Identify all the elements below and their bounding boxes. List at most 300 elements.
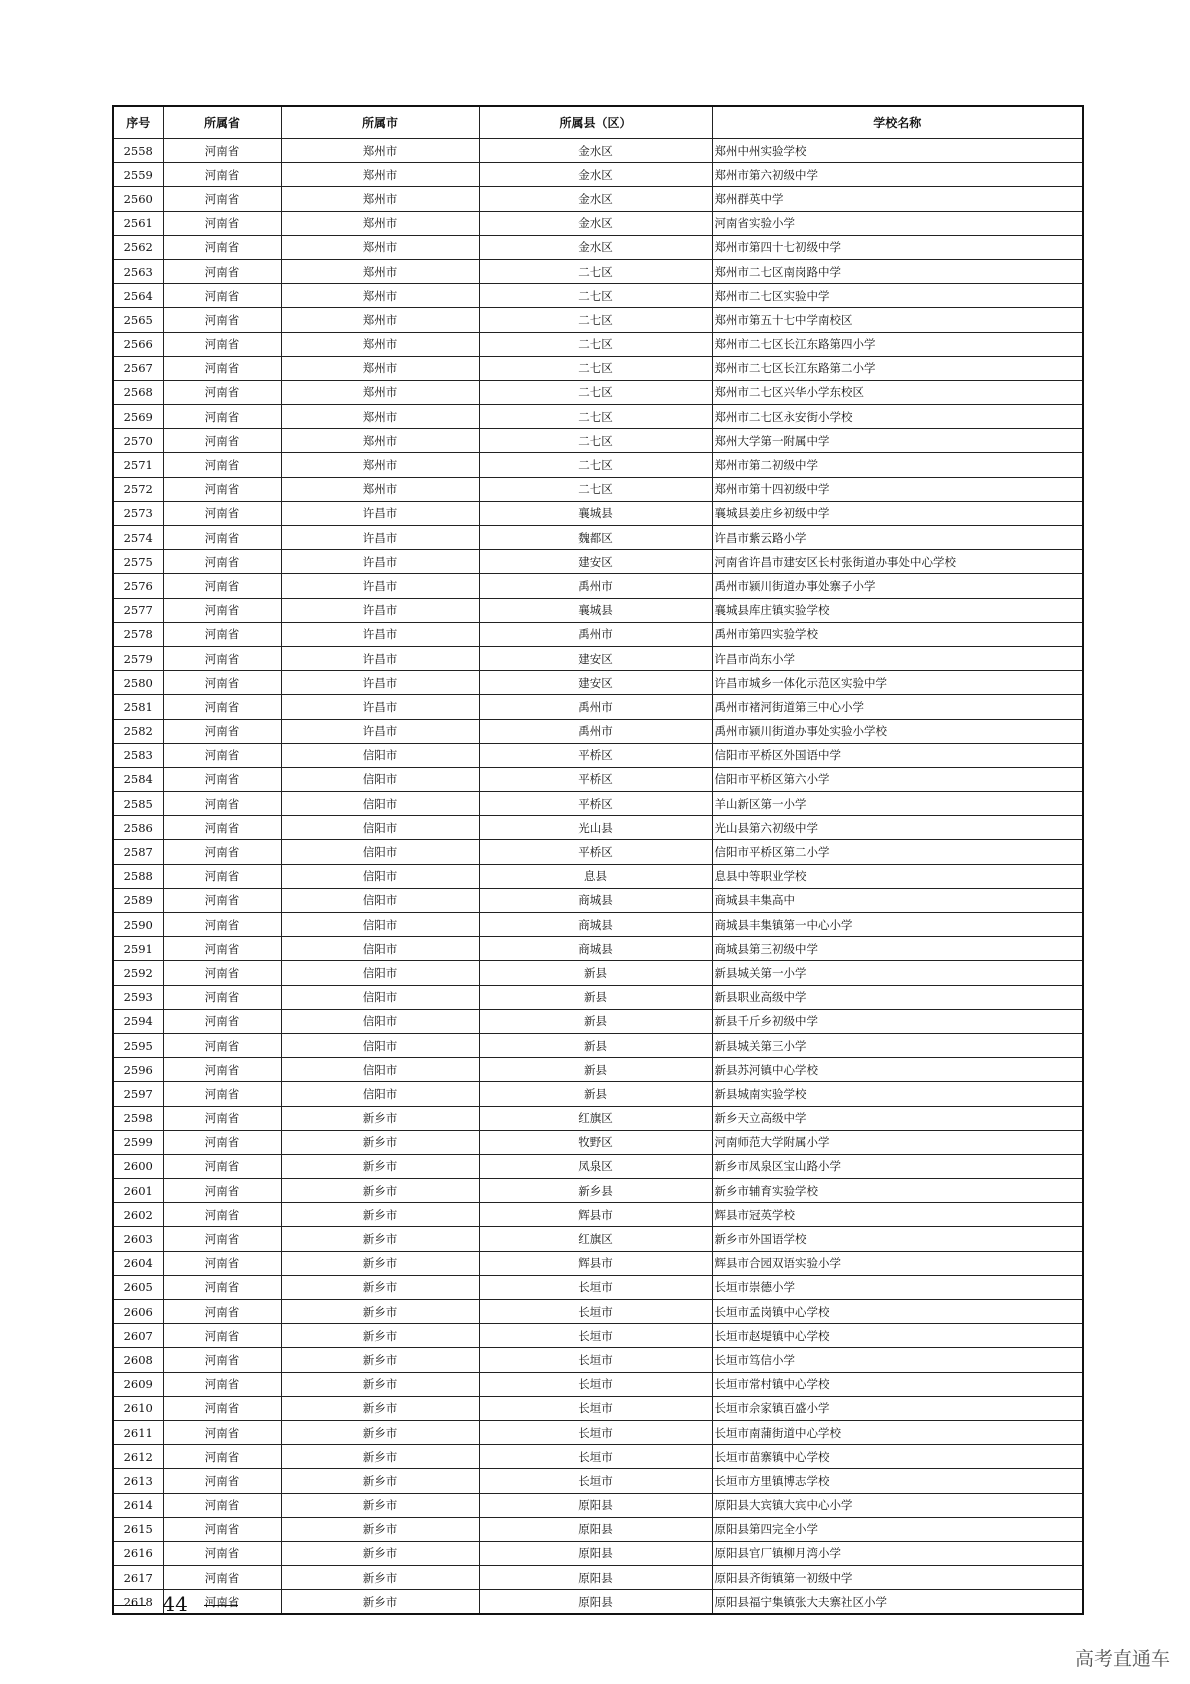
cell-index: 2572 <box>113 477 163 501</box>
cell-city: 信阳市 <box>281 792 479 816</box>
cell-city: 新乡市 <box>281 1324 479 1348</box>
cell-school-name: 郑州市二七区长江东路第四小学 <box>712 332 1083 356</box>
cell-province: 河南省 <box>163 1154 281 1178</box>
cell-province: 河南省 <box>163 550 281 574</box>
cell-city: 郑州市 <box>281 163 479 187</box>
table-row <box>113 1566 1083 1590</box>
table-row <box>113 429 1083 453</box>
cell-county: 禹州市 <box>479 622 712 646</box>
header-city: 所属市 <box>281 106 479 139</box>
cell-city: 新乡市 <box>281 1203 479 1227</box>
cell-province: 河南省 <box>163 332 281 356</box>
cell-county: 原阳县 <box>479 1566 712 1590</box>
cell-county: 原阳县 <box>479 1517 712 1541</box>
cell-county: 商城县 <box>479 888 712 912</box>
cell-province: 河南省 <box>163 961 281 985</box>
cell-county: 平桥区 <box>479 840 712 864</box>
table-row <box>113 356 1083 380</box>
cell-city: 新乡市 <box>281 1493 479 1517</box>
cell-county: 二七区 <box>479 308 712 332</box>
cell-school-name: 郑州市第十四初级中学 <box>712 477 1083 501</box>
cell-city: 新乡市 <box>281 1396 479 1420</box>
cell-city: 许昌市 <box>281 695 479 719</box>
cell-school-name: 禹州市颍川街道办事处实验小学校 <box>712 719 1083 743</box>
cell-province: 河南省 <box>163 913 281 937</box>
cell-school-name: 长垣市苗寨镇中心学校 <box>712 1445 1083 1469</box>
table-body <box>113 139 1083 1615</box>
table-row <box>113 1372 1083 1396</box>
cell-province: 河南省 <box>163 719 281 743</box>
cell-city: 信阳市 <box>281 961 479 985</box>
table-row <box>113 961 1083 985</box>
cell-province: 河南省 <box>163 1033 281 1057</box>
cell-county: 二七区 <box>479 429 712 453</box>
cell-province: 河南省 <box>163 308 281 332</box>
table-row <box>113 235 1083 259</box>
cell-city: 新乡市 <box>281 1566 479 1590</box>
cell-school-name: 长垣市孟岗镇中心学校 <box>712 1300 1083 1324</box>
table-row <box>113 1179 1083 1203</box>
header-county: 所属县（区） <box>479 106 712 139</box>
cell-index: 2566 <box>113 332 163 356</box>
cell-school-name: 许昌市紫云路小学 <box>712 526 1083 550</box>
cell-province: 河南省 <box>163 380 281 404</box>
cell-city: 许昌市 <box>281 671 479 695</box>
table-row <box>113 1517 1083 1541</box>
cell-index: 2604 <box>113 1251 163 1275</box>
cell-index: 2569 <box>113 405 163 429</box>
cell-county: 新县 <box>479 1009 712 1033</box>
table-row <box>113 671 1083 695</box>
cell-province: 河南省 <box>163 405 281 429</box>
cell-county: 金水区 <box>479 211 712 235</box>
cell-county: 二七区 <box>479 405 712 429</box>
cell-school-name: 原阳县第四完全小学 <box>712 1517 1083 1541</box>
cell-province: 河南省 <box>163 695 281 719</box>
table-row <box>113 139 1083 163</box>
cell-county: 长垣市 <box>479 1420 712 1444</box>
cell-index: 2575 <box>113 550 163 574</box>
table-row <box>113 840 1083 864</box>
table-row <box>113 598 1083 622</box>
cell-school-name: 新县城关第三小学 <box>712 1033 1083 1057</box>
page-number <box>112 1592 238 1616</box>
cell-province: 河南省 <box>163 163 281 187</box>
cell-county: 商城县 <box>479 937 712 961</box>
cell-school-name: 羊山新区第一小学 <box>712 792 1083 816</box>
table-row <box>113 405 1083 429</box>
cell-index: 2564 <box>113 284 163 308</box>
cell-school-name: 长垣市常村镇中心学校 <box>712 1372 1083 1396</box>
cell-county: 禹州市 <box>479 719 712 743</box>
cell-city: 新乡市 <box>281 1300 479 1324</box>
cell-province: 河南省 <box>163 211 281 235</box>
cell-index: 2583 <box>113 743 163 767</box>
cell-index: 2616 <box>113 1541 163 1565</box>
cell-index: 2598 <box>113 1106 163 1130</box>
cell-city: 信阳市 <box>281 913 479 937</box>
cell-province: 河南省 <box>163 1517 281 1541</box>
page-number-dash-right <box>204 1605 238 1606</box>
cell-school-name: 襄城县库庄镇实验学校 <box>712 598 1083 622</box>
table-row <box>113 695 1083 719</box>
cell-index: 2584 <box>113 767 163 791</box>
cell-city: 信阳市 <box>281 937 479 961</box>
cell-index: 2561 <box>113 211 163 235</box>
cell-city: 郑州市 <box>281 453 479 477</box>
cell-county: 辉县市 <box>479 1251 712 1275</box>
cell-province: 河南省 <box>163 1203 281 1227</box>
cell-school-name: 长垣市赵堤镇中心学校 <box>712 1324 1083 1348</box>
cell-county: 新乡县 <box>479 1179 712 1203</box>
cell-city: 新乡市 <box>281 1541 479 1565</box>
cell-county: 襄城县 <box>479 598 712 622</box>
table-row <box>113 743 1083 767</box>
cell-city: 新乡市 <box>281 1179 479 1203</box>
cell-city: 许昌市 <box>281 501 479 525</box>
cell-index: 2587 <box>113 840 163 864</box>
cell-province: 河南省 <box>163 1324 281 1348</box>
table-row <box>113 163 1083 187</box>
cell-index: 2581 <box>113 695 163 719</box>
table-row <box>113 453 1083 477</box>
cell-school-name: 原阳县官厂镇柳月湾小学 <box>712 1541 1083 1565</box>
cell-index: 2591 <box>113 937 163 961</box>
cell-province: 河南省 <box>163 574 281 598</box>
watermark-text: 高考直通车 <box>1074 1648 1170 1670</box>
cell-city: 信阳市 <box>281 1058 479 1082</box>
cell-province: 河南省 <box>163 864 281 888</box>
cell-index: 2589 <box>113 888 163 912</box>
cell-county: 魏都区 <box>479 526 712 550</box>
cell-county: 商城县 <box>479 913 712 937</box>
cell-school-name: 新县职业高级中学 <box>712 985 1083 1009</box>
cell-city: 郑州市 <box>281 139 479 163</box>
table-row <box>113 1082 1083 1106</box>
cell-city: 新乡市 <box>281 1130 479 1154</box>
table-row <box>113 646 1083 670</box>
cell-school-name: 长垣市崇德小学 <box>712 1275 1083 1299</box>
cell-index: 2606 <box>113 1300 163 1324</box>
cell-city: 信阳市 <box>281 864 479 888</box>
cell-province: 河南省 <box>163 1566 281 1590</box>
cell-city: 信阳市 <box>281 840 479 864</box>
cell-county: 新县 <box>479 1058 712 1082</box>
cell-school-name: 郑州市第五十七中学南校区 <box>712 308 1083 332</box>
cell-county: 新县 <box>479 1033 712 1057</box>
cell-city: 新乡市 <box>281 1517 479 1541</box>
cell-school-name: 新乡市辅育实验学校 <box>712 1179 1083 1203</box>
cell-city: 郑州市 <box>281 356 479 380</box>
cell-index: 2594 <box>113 1009 163 1033</box>
cell-county: 二七区 <box>479 332 712 356</box>
cell-city: 郑州市 <box>281 259 479 283</box>
cell-province: 河南省 <box>163 1009 281 1033</box>
cell-city: 新乡市 <box>281 1227 479 1251</box>
cell-index: 2608 <box>113 1348 163 1372</box>
cell-index: 2560 <box>113 187 163 211</box>
cell-city: 新乡市 <box>281 1445 479 1469</box>
cell-county: 禹州市 <box>479 574 712 598</box>
table-row <box>113 1033 1083 1057</box>
school-list-table <box>112 105 1084 1615</box>
cell-index: 2568 <box>113 380 163 404</box>
table-row <box>113 1251 1083 1275</box>
table-row <box>113 1469 1083 1493</box>
cell-school-name: 郑州群英中学 <box>712 187 1083 211</box>
cell-province: 河南省 <box>163 840 281 864</box>
cell-county: 金水区 <box>479 187 712 211</box>
table-row <box>113 1590 1083 1615</box>
cell-city: 信阳市 <box>281 888 479 912</box>
table-row <box>113 719 1083 743</box>
cell-school-name: 长垣市方里镇博志学校 <box>712 1469 1083 1493</box>
cell-school-name: 原阳县齐街镇第一初级中学 <box>712 1566 1083 1590</box>
cell-city: 新乡市 <box>281 1469 479 1493</box>
table-row <box>113 1541 1083 1565</box>
cell-province: 河南省 <box>163 743 281 767</box>
cell-province: 河南省 <box>163 1445 281 1469</box>
cell-school-name: 禹州市颍川街道办事处寨子小学 <box>712 574 1083 598</box>
cell-school-name: 河南省实验小学 <box>712 211 1083 235</box>
cell-index: 2586 <box>113 816 163 840</box>
table-row <box>113 1154 1083 1178</box>
cell-school-name: 信阳市平桥区第六小学 <box>712 767 1083 791</box>
cell-city: 郑州市 <box>281 332 479 356</box>
cell-school-name: 河南师范大学附属小学 <box>712 1130 1083 1154</box>
table-row <box>113 792 1083 816</box>
cell-county: 长垣市 <box>479 1300 712 1324</box>
cell-index: 2573 <box>113 501 163 525</box>
school-list-table-container <box>112 105 1082 1615</box>
cell-province: 河南省 <box>163 1420 281 1444</box>
cell-province: 河南省 <box>163 767 281 791</box>
cell-school-name: 商城县丰集高中 <box>712 888 1083 912</box>
table-row <box>113 864 1083 888</box>
cell-county: 建安区 <box>479 550 712 574</box>
cell-school-name: 信阳市平桥区外国语中学 <box>712 743 1083 767</box>
cell-province: 河南省 <box>163 1541 281 1565</box>
table-row <box>113 937 1083 961</box>
cell-county: 长垣市 <box>479 1348 712 1372</box>
cell-index: 2585 <box>113 792 163 816</box>
cell-school-name: 禹州市第四实验学校 <box>712 622 1083 646</box>
cell-province: 河南省 <box>163 1348 281 1372</box>
cell-county: 长垣市 <box>479 1469 712 1493</box>
cell-school-name: 长垣市笃信小学 <box>712 1348 1083 1372</box>
cell-county: 原阳县 <box>479 1493 712 1517</box>
cell-province: 河南省 <box>163 792 281 816</box>
header-index: 序号 <box>113 106 163 139</box>
cell-city: 信阳市 <box>281 1009 479 1033</box>
cell-index: 2562 <box>113 235 163 259</box>
cell-county: 金水区 <box>479 139 712 163</box>
cell-index: 2558 <box>113 139 163 163</box>
cell-school-name: 郑州市二七区实验中学 <box>712 284 1083 308</box>
cell-school-name: 新乡市外国语学校 <box>712 1227 1083 1251</box>
cell-city: 信阳市 <box>281 1033 479 1057</box>
cell-school-name: 原阳县大宾镇大宾中心小学 <box>712 1493 1083 1517</box>
cell-city: 新乡市 <box>281 1251 479 1275</box>
table-row <box>113 284 1083 308</box>
cell-school-name: 商城县第三初级中学 <box>712 937 1083 961</box>
table-row <box>113 985 1083 1009</box>
table-row <box>113 1348 1083 1372</box>
table-row <box>113 1130 1083 1154</box>
cell-county: 金水区 <box>479 235 712 259</box>
cell-province: 河南省 <box>163 429 281 453</box>
cell-school-name: 郑州市第四十七初级中学 <box>712 235 1083 259</box>
cell-city: 新乡市 <box>281 1420 479 1444</box>
cell-province: 河南省 <box>163 985 281 1009</box>
table-row <box>113 1275 1083 1299</box>
table-row <box>113 211 1083 235</box>
cell-county: 禹州市 <box>479 695 712 719</box>
cell-city: 信阳市 <box>281 743 479 767</box>
cell-index: 2592 <box>113 961 163 985</box>
cell-county: 牧野区 <box>479 1130 712 1154</box>
page-number-dash-left <box>112 1605 146 1606</box>
cell-index: 2597 <box>113 1082 163 1106</box>
cell-school-name: 禹州市褚河街道第三中心小学 <box>712 695 1083 719</box>
table-row <box>113 1106 1083 1130</box>
cell-index: 2590 <box>113 913 163 937</box>
table-header-row <box>113 106 1083 139</box>
cell-school-name: 信阳市平桥区第二小学 <box>712 840 1083 864</box>
cell-province: 河南省 <box>163 235 281 259</box>
table-row <box>113 187 1083 211</box>
cell-city: 信阳市 <box>281 767 479 791</box>
cell-province: 河南省 <box>163 501 281 525</box>
cell-index: 2610 <box>113 1396 163 1420</box>
cell-county: 长垣市 <box>479 1324 712 1348</box>
cell-province: 河南省 <box>163 1082 281 1106</box>
cell-province: 河南省 <box>163 1179 281 1203</box>
cell-province: 河南省 <box>163 671 281 695</box>
cell-index: 2599 <box>113 1130 163 1154</box>
cell-county: 二七区 <box>479 380 712 404</box>
table-row <box>113 1300 1083 1324</box>
cell-school-name: 光山县第六初级中学 <box>712 816 1083 840</box>
cell-city: 新乡市 <box>281 1154 479 1178</box>
cell-index: 2567 <box>113 356 163 380</box>
cell-index: 2617 <box>113 1566 163 1590</box>
table-row <box>113 259 1083 283</box>
cell-city: 郑州市 <box>281 187 479 211</box>
cell-province: 河南省 <box>163 1106 281 1130</box>
cell-school-name: 长垣市佘家镇百盛小学 <box>712 1396 1083 1420</box>
cell-index: 2559 <box>113 163 163 187</box>
cell-school-name: 河南省许昌市建安区长村张街道办事处中心学校 <box>712 550 1083 574</box>
cell-province: 河南省 <box>163 477 281 501</box>
cell-county: 红旗区 <box>479 1227 712 1251</box>
cell-index: 2611 <box>113 1420 163 1444</box>
cell-province: 河南省 <box>163 1227 281 1251</box>
cell-index: 2579 <box>113 646 163 670</box>
cell-county: 红旗区 <box>479 1106 712 1130</box>
cell-county: 息县 <box>479 864 712 888</box>
table-row <box>113 1445 1083 1469</box>
cell-city: 郑州市 <box>281 477 479 501</box>
cell-index: 2574 <box>113 526 163 550</box>
cell-index: 2615 <box>113 1517 163 1541</box>
cell-index: 2570 <box>113 429 163 453</box>
cell-school-name: 许昌市尚东小学 <box>712 646 1083 670</box>
cell-index: 2593 <box>113 985 163 1009</box>
cell-city: 信阳市 <box>281 816 479 840</box>
cell-school-name: 郑州市二七区永安街小学校 <box>712 405 1083 429</box>
cell-school-name: 息县中等职业学校 <box>712 864 1083 888</box>
table-row <box>113 1324 1083 1348</box>
cell-school-name: 郑州市二七区长江东路第二小学 <box>712 356 1083 380</box>
cell-city: 许昌市 <box>281 646 479 670</box>
cell-county: 新县 <box>479 985 712 1009</box>
cell-province: 河南省 <box>163 888 281 912</box>
table-row <box>113 816 1083 840</box>
cell-index: 2582 <box>113 719 163 743</box>
cell-school-name: 郑州市第六初级中学 <box>712 163 1083 187</box>
table-row <box>113 308 1083 332</box>
table-row <box>113 1058 1083 1082</box>
cell-school-name: 郑州大学第一附属中学 <box>712 429 1083 453</box>
cell-index: 2612 <box>113 1445 163 1469</box>
table-row <box>113 526 1083 550</box>
cell-city: 郑州市 <box>281 284 479 308</box>
cell-index: 2605 <box>113 1275 163 1299</box>
cell-index: 2600 <box>113 1154 163 1178</box>
cell-index: 2588 <box>113 864 163 888</box>
cell-province: 河南省 <box>163 284 281 308</box>
cell-county: 二七区 <box>479 453 712 477</box>
table-row <box>113 501 1083 525</box>
cell-province: 河南省 <box>163 1469 281 1493</box>
cell-county: 金水区 <box>479 163 712 187</box>
cell-index: 2596 <box>113 1058 163 1082</box>
cell-county: 长垣市 <box>479 1275 712 1299</box>
cell-province: 河南省 <box>163 187 281 211</box>
table-row <box>113 888 1083 912</box>
cell-county: 原阳县 <box>479 1541 712 1565</box>
cell-county: 新县 <box>479 961 712 985</box>
cell-school-name: 新县城关第一小学 <box>712 961 1083 985</box>
cell-city: 新乡市 <box>281 1275 479 1299</box>
cell-city: 许昌市 <box>281 622 479 646</box>
table-row <box>113 1009 1083 1033</box>
cell-city: 信阳市 <box>281 1082 479 1106</box>
table-row <box>113 380 1083 404</box>
cell-city: 郑州市 <box>281 308 479 332</box>
cell-province: 河南省 <box>163 1396 281 1420</box>
table-row <box>113 1227 1083 1251</box>
cell-city: 新乡市 <box>281 1106 479 1130</box>
cell-city: 许昌市 <box>281 550 479 574</box>
cell-index: 2614 <box>113 1493 163 1517</box>
cell-county: 平桥区 <box>479 767 712 791</box>
cell-city: 许昌市 <box>281 526 479 550</box>
cell-index: 2609 <box>113 1372 163 1396</box>
cell-county: 二七区 <box>479 284 712 308</box>
cell-province: 河南省 <box>163 1058 281 1082</box>
cell-index: 2607 <box>113 1324 163 1348</box>
cell-school-name: 长垣市南蒲街道中心学校 <box>712 1420 1083 1444</box>
cell-city: 郑州市 <box>281 211 479 235</box>
table-row <box>113 574 1083 598</box>
cell-county: 建安区 <box>479 671 712 695</box>
cell-index: 2571 <box>113 453 163 477</box>
cell-county: 光山县 <box>479 816 712 840</box>
cell-school-name: 辉县市冠英学校 <box>712 1203 1083 1227</box>
cell-county: 平桥区 <box>479 743 712 767</box>
